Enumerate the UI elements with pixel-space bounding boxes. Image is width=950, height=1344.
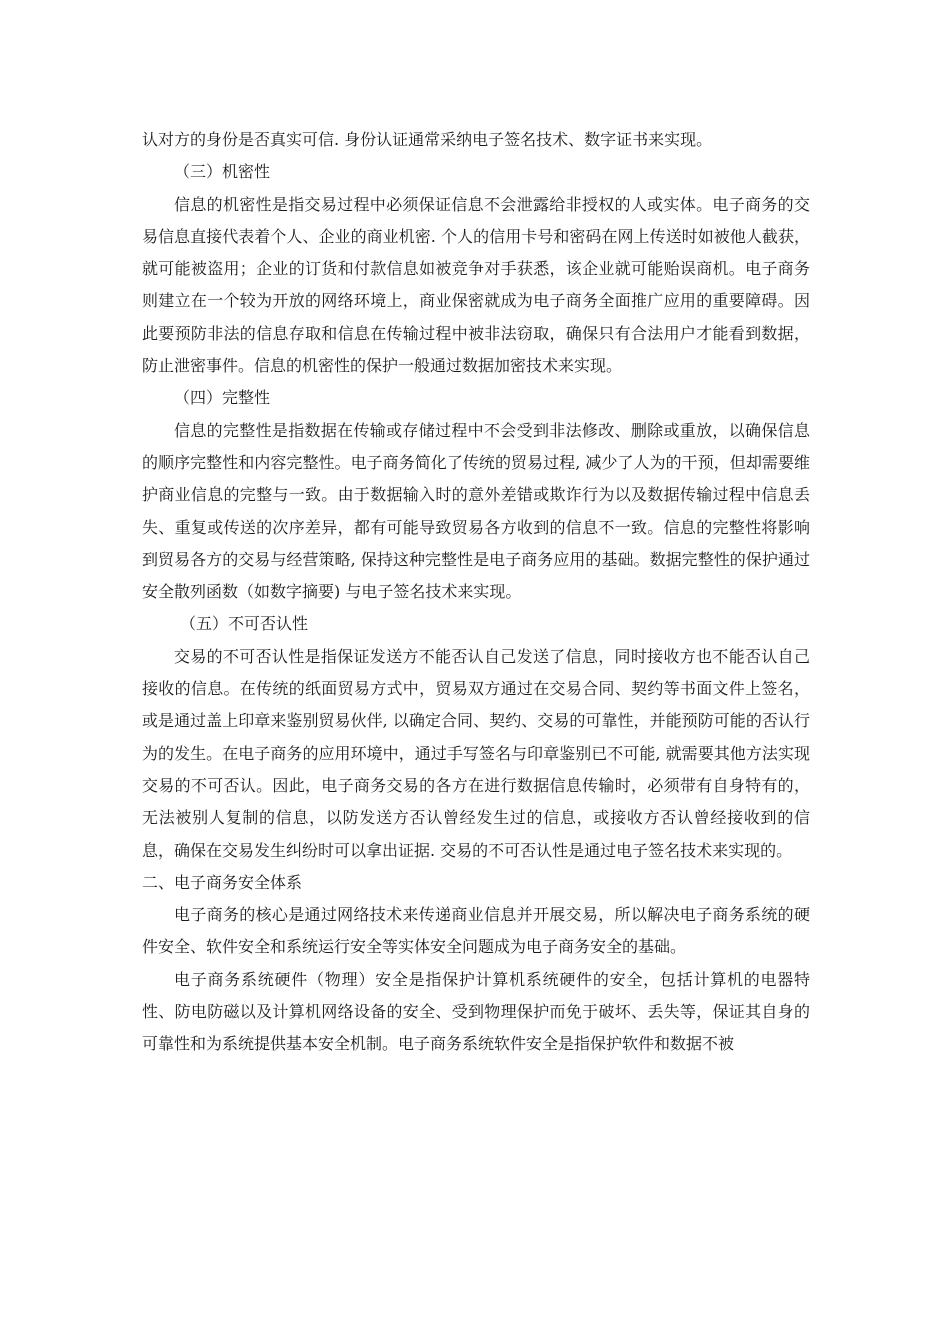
paragraph-non-repudiation: 交易的不可否认性是指保证发送方不能否认自己发送了信息，同时接收方也不能否认自己接收的信息。在传统的纸面贸易方式中，贸易双方通过在交易合同、契约等书面文件上签名，或是通过盖上印章来鉴别贸易伙伴, 以确定合同、契约、交易的可靠性，并能预防可能的否认行为的发生。在电子商务的应用环境中，通过手写签名与印章鉴别已不可能, 就需要其他方法实现交易的不可否认。因此，电子商务交易的各方在进行数据信息传输时，必须带有自身特有的，无法被别人复制的信息，以防发送方否认曾经发生过的信息，或接收方否认曾经接收到的信息，确保在交易发生纠纷时可以拿出证据. 交易的不可否认性是通过电子签名技术来实现的。: [142, 646, 810, 860]
heading-section-2: 二、电子商务安全体系: [142, 872, 303, 892]
paragraph-section-2-hardware: 电子商务系统硬件（物理）安全是指保护计算机系统硬件的安全，包括计算机的电器特性、防电防磁以及计算机网络设备的安全、受到物理保护而免于破坏、丢失等，保证其自身的可靠性和为系统提供基本安全机制。电子商务系统软件安全是指保护软件和数据不被: [142, 969, 810, 1054]
heading-confidentiality: （三）机密性: [174, 162, 271, 182]
heading-non-repudiation: （五）不可否认性: [180, 614, 309, 634]
paragraph-confidentiality: 信息的机密性是指交易过程中必须保证信息不会泄露给非授权的人或实体。电子商务的交易信息直接代表着个人、企业的商业机密. 个人的信用卡号和密码在网上传送时如被他人截获，就可能被盗用；企业的订货和付款信息如被竞争对手获悉，该企业就可能贻误商机。电子商务则建立在一个较为开放的网络环境上，商业保密就成为电子商务全面推广应用的重要障碍。因此要预防非法的信息存取和信息在传输过程中被非法窃取，确保只有合法用户才能看到数据，防止泄密事件。信息的机密性的保护一般通过数据加密技术来实现。: [142, 194, 810, 376]
document-page: [142, 124, 810, 1061]
heading-integrity: （四）完整性: [174, 388, 271, 408]
paragraph-identity-continued: 认对方的身份是否真实可信. 身份认证通常采纳电子签名技术、数字证书来实现。: [142, 130, 713, 149]
paragraph-section-2-core: 电子商务的核心是通过网络技术来传递商业信息并开展交易，所以解决电子商务系统的硬件安全、软件安全和系统运行安全等实体安全问题成为电子商务安全的基础。: [142, 905, 810, 957]
paragraph-integrity: 信息的完整性是指数据在传输或存储过程中不会受到非法修改、删除或重放，以确保信息的顺序完整性和内容完整性。电子商务简化了传统的贸易过程, 减少了人为的干预，但却需要维护商业信息的完整与一致。由于数据输入时的意外差错或欺诈行为以及数据传输过程中信息丢失、重复或传送的次序差异，都有可能导致贸易各方收到的信息不一致。信息的完整性将影响到贸易各方的交易与经营策略, 保持这种完整性是电子商务应用的基础。数据完整性的保护通过安全散列函数（如数字摘要) 与电子签名技术来实现。: [142, 420, 810, 602]
